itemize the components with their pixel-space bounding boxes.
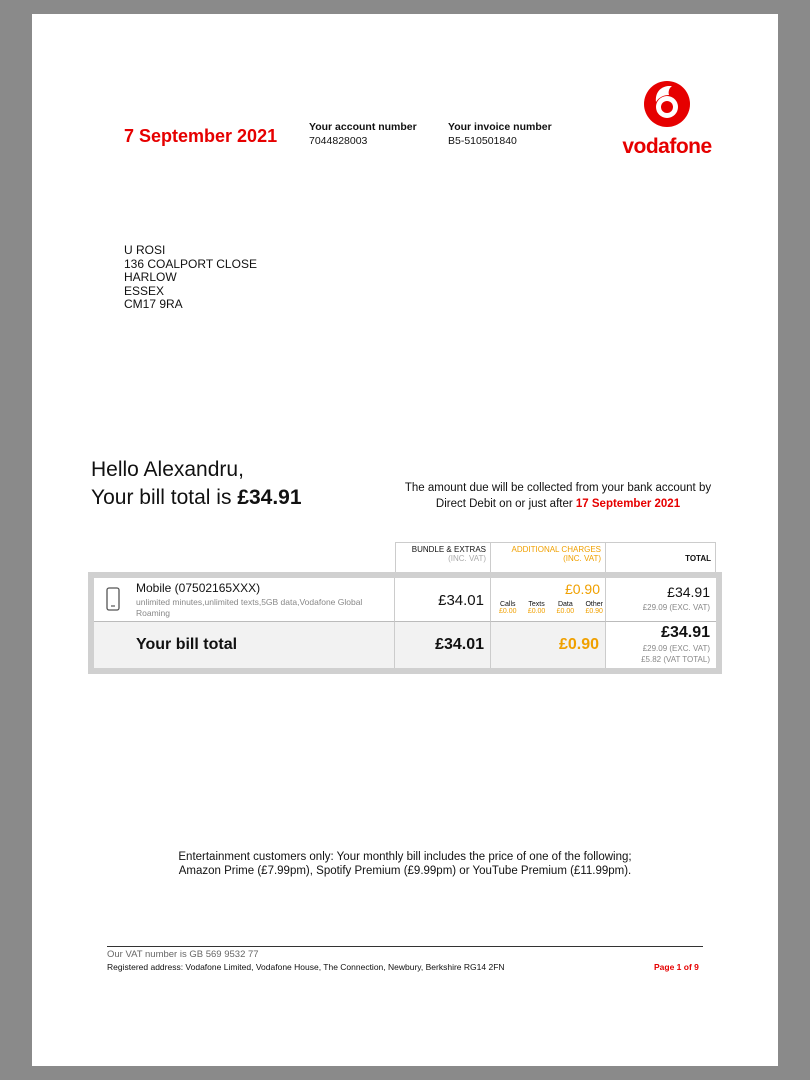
bill-summary-inner bbox=[94, 578, 716, 668]
bill-total-amount: £34.91 bbox=[661, 624, 710, 641]
column-header-additional bbox=[491, 542, 606, 572]
mobile-total-exc-vat: £29.09 (EXC. VAT) bbox=[642, 603, 710, 612]
breakdown-label: Calls bbox=[499, 601, 516, 608]
breakdown-other bbox=[585, 601, 603, 615]
breakdown-label: Texts bbox=[528, 601, 545, 608]
mobile-line-cell bbox=[94, 578, 395, 621]
bill-total-bundle-cell bbox=[395, 621, 491, 668]
column-header-additional-label: ADDITIONAL CHARGES bbox=[511, 545, 601, 554]
breakdown-value: £0.00 bbox=[527, 608, 546, 615]
direct-debit-line1: The amount due will be collected from your bank account by bbox=[404, 482, 712, 494]
column-header-bundle bbox=[395, 542, 491, 572]
breakdown-label: Other bbox=[585, 601, 603, 608]
page-number: Page 1 of 9 bbox=[654, 962, 699, 972]
mobile-additional-amount: £0.90 bbox=[564, 581, 600, 597]
invoice-number-block bbox=[448, 121, 552, 147]
breakdown-texts bbox=[528, 601, 546, 615]
account-number-value: 7044828003 bbox=[309, 135, 368, 147]
vodafone-wordmark: vodafone bbox=[622, 135, 712, 158]
mobile-total-cell bbox=[606, 578, 716, 621]
bill-page bbox=[32, 14, 778, 1066]
direct-debit-line2 bbox=[397, 496, 719, 512]
column-header-bundle-sub: (INC. VAT) bbox=[448, 554, 486, 563]
column-header-bundle-label: BUNDLE & EXTRAS bbox=[411, 545, 486, 554]
account-number-block bbox=[309, 121, 417, 147]
bill-total-cell bbox=[606, 621, 716, 668]
entertainment-line1: Entertainment customers only: Your monthly bill includes the price of one of the following; bbox=[178, 851, 632, 863]
greeting-hello: Hello Alexandru, bbox=[91, 458, 244, 481]
direct-debit-prefix: Direct Debit on or just after bbox=[435, 498, 576, 510]
bill-total-label-cell bbox=[94, 621, 395, 668]
breakdown-value: £0.00 bbox=[556, 608, 575, 615]
bill-total-vat: £5.82 (VAT TOTAL) bbox=[641, 655, 710, 664]
entertainment-note bbox=[32, 850, 778, 878]
direct-debit-note bbox=[397, 480, 719, 512]
registered-address: Registered address: Vodafone Limited, Vodafone House, The Connection, Newbury, Berkshire RG14 2FN bbox=[107, 962, 505, 972]
account-number-label: Your account number bbox=[309, 121, 417, 133]
greeting bbox=[91, 456, 302, 512]
column-header-total-label: TOTAL bbox=[685, 554, 711, 563]
customer-address bbox=[124, 244, 257, 312]
vodafone-logo-icon bbox=[643, 80, 691, 128]
mobile-total-amount: £34.91 bbox=[667, 584, 710, 600]
mobile-phone-icon bbox=[106, 587, 120, 611]
greeting-bill-prefix: Your bill total is bbox=[91, 486, 238, 509]
breakdown-label: Data bbox=[557, 601, 573, 608]
address-line: 136 COALPORT CLOSE bbox=[124, 256, 257, 271]
address-line: ESSEX bbox=[124, 283, 165, 298]
column-header-total bbox=[606, 542, 716, 572]
direct-debit-date: 17 September 2021 bbox=[575, 498, 681, 510]
vat-number: Our VAT number is GB 569 9532 77 bbox=[107, 949, 259, 960]
address-line: HARLOW bbox=[124, 270, 177, 284]
bill-total-label: Your bill total bbox=[136, 636, 238, 653]
mobile-bundle-amount: £34.01 bbox=[438, 592, 484, 609]
bill-total-additional-cell bbox=[491, 621, 606, 668]
address-line: CM17 9RA bbox=[124, 297, 183, 311]
invoice-number-label: Your invoice number bbox=[448, 121, 552, 133]
greeting-bill-amount: £34.91 bbox=[237, 486, 302, 509]
mobile-additional-cell bbox=[491, 578, 606, 621]
breakdown-value: £0.00 bbox=[499, 608, 517, 615]
mobile-line-description: unlimited minutes,unlimited texts,5GB data,Vodafone Global Roaming bbox=[136, 597, 363, 618]
additional-breakdown bbox=[499, 601, 603, 615]
vodafone-logo bbox=[612, 80, 722, 159]
greeting-bill-line bbox=[91, 484, 302, 512]
bill-summary-table bbox=[88, 572, 722, 674]
bill-total-bundle: £34.01 bbox=[435, 636, 484, 653]
mobile-line-title: Mobile (07502165XXX) bbox=[136, 581, 261, 595]
breakdown-data bbox=[557, 601, 575, 615]
column-header-additional-sub: (INC. VAT) bbox=[563, 554, 601, 563]
mobile-line-info bbox=[136, 581, 391, 619]
breakdown-calls bbox=[499, 601, 517, 615]
bill-date: 7 September 2021 bbox=[124, 126, 278, 146]
footer-divider bbox=[107, 946, 703, 947]
mobile-bundle-cell bbox=[395, 578, 491, 621]
invoice-number-value: B5-510501840 bbox=[448, 135, 517, 147]
bill-total-exc-vat: £29.09 (EXC. VAT) bbox=[642, 644, 710, 653]
bill-total-additional: £0.90 bbox=[558, 636, 599, 653]
breakdown-value: £0.90 bbox=[585, 608, 603, 615]
entertainment-line2: Amazon Prime (£7.99pm), Spotify Premium (£9.99pm) or YouTube Premium (£11.99pm). bbox=[178, 865, 632, 877]
address-line: U ROSI bbox=[124, 243, 166, 257]
